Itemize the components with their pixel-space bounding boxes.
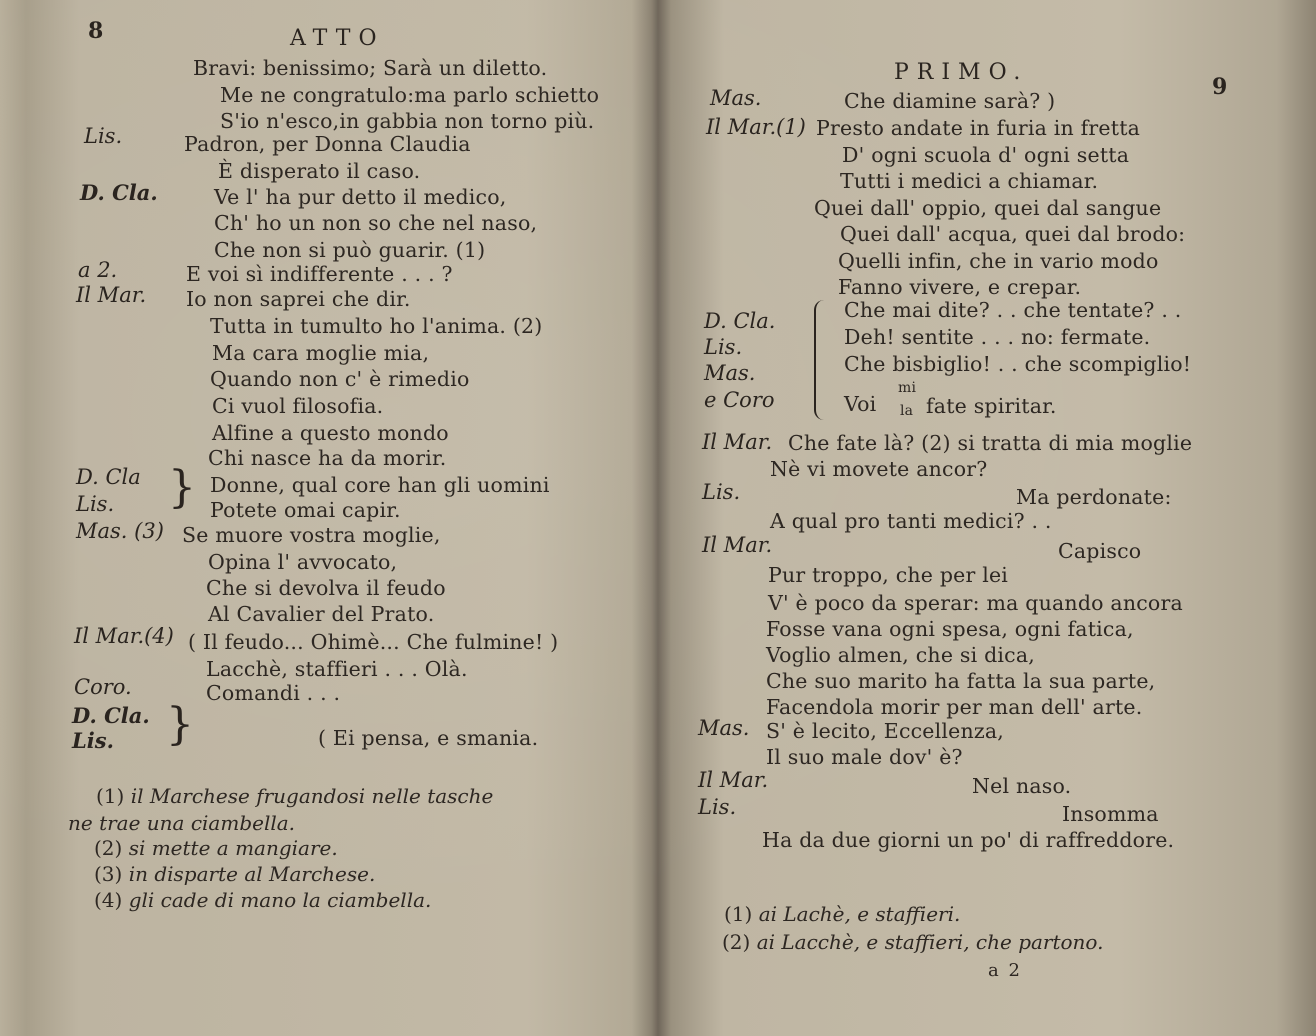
footnote-marker: (4) [94, 888, 123, 912]
page-header: PRIMO. [894, 60, 1029, 85]
verse-line: Ch' ho un non so che nel naso, [214, 211, 538, 235]
speaker-label: Lis. [704, 335, 743, 359]
speaker-label: Mas. [710, 86, 762, 110]
speaker-label: Il Mar.(1) [706, 115, 806, 139]
verse-line: È disperato il caso. [218, 159, 421, 183]
speaker-label: a 2. [78, 258, 118, 282]
speaker-label: Lis. [84, 124, 123, 148]
speaker-label: D. Cla. [80, 180, 158, 205]
verse-line: Che mai dite? . . che tentate? . . [844, 298, 1182, 322]
speaker-label: Mas. (3) [76, 519, 164, 543]
speaker-label: D. Cla [76, 465, 141, 489]
verse-line: ( Il feudo... Ohimè... Che fulmine! ) [188, 630, 559, 654]
footnote-text: gli cade di mano la ciambella. [128, 888, 432, 912]
footnote-text: ai Lachè, e staffieri. [758, 902, 961, 926]
speaker-label: e Coro [704, 388, 775, 412]
verse-line: Ha da due giorni un po' di raffreddore. [762, 828, 1175, 852]
verse-line: Che bisbiglio! . . che scompiglio! [844, 352, 1192, 376]
page-number: 8 [88, 18, 104, 44]
speaker-brace: } [166, 699, 194, 750]
verse-line: ( Ei pensa, e smania. [318, 726, 539, 750]
speaker-label: D. Cla. [704, 309, 776, 333]
verse-line: Bravi: benissimo; Sarà un diletto. [193, 56, 548, 80]
footnote-text: ne trae una ciambella. [68, 811, 296, 835]
verse-line: Tutta in tumulto ho l'anima. (2) [210, 314, 543, 338]
verse-line: Nel naso. [972, 774, 1072, 798]
verse-line: Io non saprei che dir. [186, 287, 411, 311]
verse-line: Ma perdonate: [1016, 485, 1172, 509]
verse-line: Potete omai capir. [210, 498, 401, 522]
speaker-label: Lis. [702, 480, 741, 504]
verse-line: A qual pro tanti medici? . . [770, 509, 1052, 533]
footnote [722, 932, 1103, 952]
verse-line: Alfine a questo mondo [212, 421, 449, 445]
footnote [94, 890, 431, 910]
verse-line: fate spiritar. [926, 394, 1057, 418]
verse-line: Quei dall' acqua, quei dal brodo: [840, 222, 1186, 246]
verse-line: Me ne congratulo:ma parlo schietto [220, 83, 600, 107]
speaker-brace [814, 300, 830, 420]
signature-mark: a 2 [988, 960, 1022, 981]
verse-line: Che si devolva il feudo [206, 576, 446, 600]
footnote-text: si mette a mangiare. [128, 836, 338, 860]
speaker-label: Il Mar. [698, 768, 769, 792]
verse-line: Facendola morir per man dell' arte. [766, 695, 1143, 719]
verse-line: Capisco [1058, 539, 1142, 563]
verse-line: Che fate là? (2) si tratta di mia moglie [788, 431, 1193, 455]
verse-line: S' è lecito, Eccellenza, [766, 719, 1005, 743]
speaker-label: Lis. [76, 492, 115, 516]
footnote-marker: (1) [96, 784, 125, 808]
footnote [96, 786, 493, 806]
verse-line: Pur troppo, che per lei [768, 563, 1009, 587]
verse-line: Presto andate in furia in fretta [816, 116, 1141, 140]
right-page [660, 0, 1316, 1036]
verse-line: Che non si può guarir. (1) [214, 238, 486, 262]
verse-line: Fanno vivere, e crepar. [838, 275, 1082, 299]
verse-line: Quelli infin, che in vario modo [838, 249, 1159, 273]
verse-line: Che suo marito ha fatta la sua parte, [766, 669, 1156, 693]
speaker-label: Lis. [72, 728, 114, 753]
verse-line: mi [898, 380, 917, 396]
speaker-label: Il Mar. [702, 430, 773, 454]
verse-line: S'io n'esco,in gabbia non torno più. [220, 109, 595, 133]
footnote-text: ai Lacchè, e staffieri, che partono. [756, 930, 1104, 954]
speaker-label: Mas. [698, 716, 750, 740]
footnote-marker: (2) [722, 930, 751, 954]
verse-line: Voglio almen, che si dica, [766, 643, 1035, 667]
footnote [724, 904, 960, 924]
verse-line: Ve l' ha pur detto il medico, [214, 185, 507, 209]
verse-line: la [900, 403, 914, 419]
footnote-text: il Marchese frugandosi nelle tasche [130, 784, 494, 808]
page-header: ATTO [290, 26, 385, 51]
verse-line: Ma cara moglie mia, [212, 341, 430, 365]
speaker-brace: } [168, 462, 196, 513]
footnote-marker: (1) [724, 902, 753, 926]
verse-line: Lacchè, staffieri . . . Olà. [206, 657, 468, 681]
speaker-label: D. Cla. [72, 703, 150, 728]
verse-line: Donne, qual core han gli uomini [210, 473, 550, 497]
verse-line: Padron, per Donna Claudia [184, 132, 471, 156]
footnote [94, 864, 375, 884]
verse-line: Chi nasce ha da morir. [208, 446, 447, 470]
verse-line: Comandi . . . [206, 681, 341, 705]
verse-line: Fosse vana ogni spesa, ogni fatica, [766, 617, 1134, 641]
footnote-text: in disparte al Marchese. [128, 862, 376, 886]
speaker-label: Mas. [704, 361, 756, 385]
verse-line: V' è poco da sperar: ma quando ancora [768, 591, 1183, 615]
left-page [0, 0, 655, 1036]
verse-line: Ci vuol filosofia. [212, 394, 384, 418]
footnote [94, 838, 338, 858]
verse-line: Tutti i medici a chiamar. [840, 169, 1099, 193]
verse-line: Il suo male dov' è? [766, 745, 963, 769]
verse-line: Quei dall' oppio, quei dal sangue [814, 196, 1162, 220]
page-number: 9 [1212, 74, 1228, 100]
speaker-label: Il Mar. [76, 283, 147, 307]
verse-line: Quando non c' è rimedio [210, 367, 470, 391]
verse-line: E voi sì indifferente . . . ? [186, 262, 453, 286]
verse-line: Deh! sentite . . . no: fermate. [844, 325, 1151, 349]
footnote-marker: (2) [94, 836, 123, 860]
footnote-marker: (3) [94, 862, 123, 886]
verse-line: Nè vi movete ancor? [770, 457, 988, 481]
speaker-label: Il Mar.(4) [74, 624, 174, 648]
verse-line: D' ogni scuola d' ogni setta [842, 143, 1130, 167]
footnote [68, 813, 295, 833]
verse-line: Opina l' avvocato, [208, 550, 398, 574]
speaker-label: Il Mar. [702, 533, 773, 557]
verse-line: Al Cavalier del Prato. [208, 602, 435, 626]
verse-line: Che diamine sarà? ) [844, 89, 1056, 113]
verse-line: Voi [844, 392, 877, 416]
verse-line: Insomma [1062, 802, 1159, 826]
verse-line: Se muore vostra moglie, [182, 523, 441, 547]
speaker-label: Coro. [74, 675, 132, 699]
speaker-label: Lis. [698, 795, 737, 819]
